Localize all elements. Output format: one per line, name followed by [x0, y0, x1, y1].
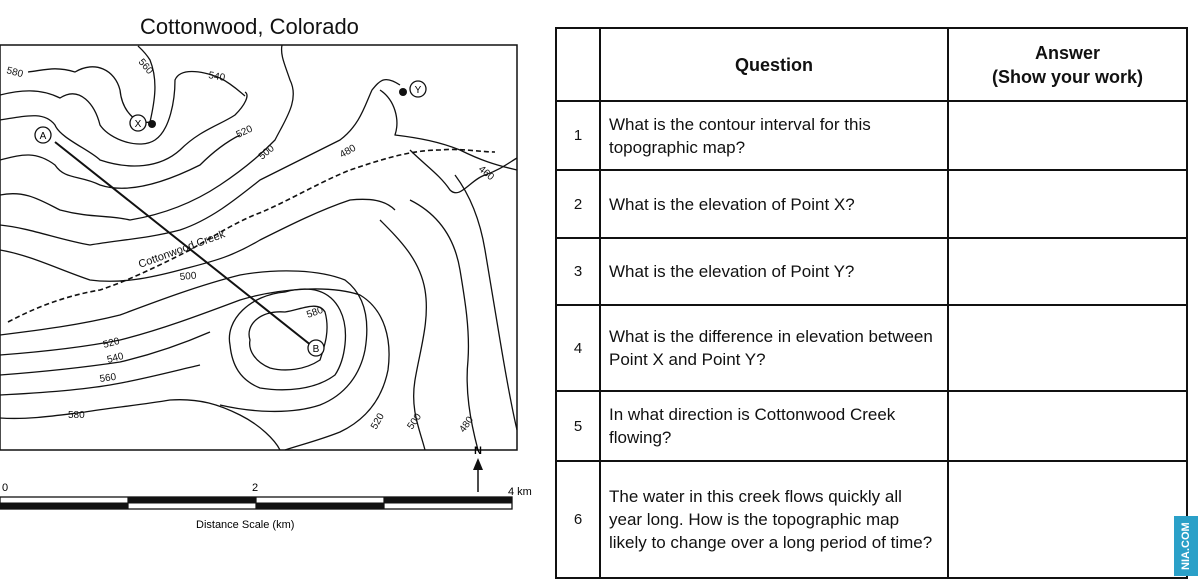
point-x-marker	[130, 115, 156, 131]
svg-text:Y: Y	[414, 85, 422, 96]
answer-cell[interactable]	[948, 170, 1187, 238]
north-arrow	[473, 445, 483, 492]
answer-cell[interactable]	[948, 305, 1187, 391]
contour-480-bottom	[410, 200, 478, 450]
contour-label-580-peak: 580	[305, 304, 325, 321]
point-b-marker	[308, 340, 324, 356]
scale-label-start: 0	[2, 482, 9, 494]
row-number: 1	[556, 101, 600, 170]
distance-scale	[0, 482, 532, 531]
question-table	[555, 27, 1188, 579]
watermark: NIA.COM	[1174, 516, 1198, 576]
header-answer	[948, 28, 1187, 101]
contour-460-right	[380, 90, 517, 170]
contour-label-560-top: 560	[135, 56, 155, 77]
contour-label-520-low: 520	[101, 335, 121, 351]
contour-label-500-top: 500	[256, 143, 277, 163]
contour-520-top	[0, 135, 240, 188]
creek-label: Cottonwood Creek	[136, 228, 227, 271]
question-text: What is the contour interval for this topographic map?	[600, 101, 948, 170]
contour-label-480-top: 480	[338, 142, 358, 161]
point-a-marker	[35, 127, 51, 143]
answer-cell[interactable]	[948, 101, 1187, 170]
contour-580-low	[0, 400, 280, 450]
row-number: 5	[556, 391, 600, 461]
header-answer-line1: Answer	[1034, 42, 1101, 63]
header-number-cell	[556, 28, 600, 101]
svg-text:X: X	[134, 119, 142, 130]
contour-480-east	[410, 150, 517, 193]
scale-caption: Distance Scale (km)	[196, 519, 295, 531]
map-title: Cottonwood, Colorado	[140, 14, 359, 39]
scale-label-end: 4 km	[508, 486, 532, 498]
scale-label-mid: 2	[252, 482, 259, 494]
question-text: What is the elevation of Point X?	[600, 170, 948, 238]
table-row	[556, 391, 1187, 461]
question-text: What is the difference in elevation between Point X and Point Y?	[600, 305, 948, 391]
contour-label-500-bottom: 500	[405, 411, 425, 432]
table-row	[556, 170, 1187, 238]
answer-cell[interactable]	[948, 461, 1187, 578]
row-number: 6	[556, 461, 600, 578]
contour-label-500-mid: 500	[179, 270, 197, 283]
question-text: The water in this creek flows quickly all year long. How is the topographic map likely to change over a long period of time?	[600, 461, 948, 578]
table-row	[556, 238, 1187, 305]
answer-cell[interactable]	[948, 391, 1187, 461]
point-y-marker	[399, 81, 426, 97]
contour-label-520-bottom: 520	[369, 411, 387, 432]
header-answer-line2: (Show your work)	[991, 66, 1143, 87]
contour-label-560-low: 560	[98, 371, 117, 385]
contour-480-top	[0, 80, 400, 245]
contour-edge-east	[455, 175, 517, 430]
question-text: In what direction is Cottonwood Creek flowing?	[600, 391, 948, 461]
svg-text:A: A	[39, 131, 47, 142]
svg-text:B: B	[312, 344, 320, 355]
svg-text:N: N	[474, 445, 482, 457]
contour-label-520-top: 520	[234, 123, 255, 141]
row-number: 3	[556, 238, 600, 305]
header-question: Question	[600, 28, 948, 101]
contour-lines	[0, 45, 517, 450]
row-number: 4	[556, 305, 600, 391]
table-row	[556, 305, 1187, 391]
contour-label-540-top: 540	[207, 70, 226, 84]
contour-label-480-bottom: 480	[457, 414, 477, 435]
cottonwood-creek-line	[8, 149, 495, 322]
contour-560-peak	[229, 289, 345, 390]
contour-label-580-left: 580	[5, 65, 25, 81]
table-header-row	[556, 28, 1187, 101]
contour-label-540-low: 540	[105, 350, 125, 366]
answer-cell[interactable]	[948, 238, 1187, 305]
table-row	[556, 101, 1187, 170]
question-text: What is the elevation of Point Y?	[600, 238, 948, 305]
contour-label-460-right: 460	[476, 163, 496, 184]
contour-label-580-low: 580	[68, 410, 85, 421]
contour-580-top	[28, 46, 155, 122]
row-number: 2	[556, 170, 600, 238]
topographic-map	[0, 0, 550, 580]
table-row	[556, 461, 1187, 578]
